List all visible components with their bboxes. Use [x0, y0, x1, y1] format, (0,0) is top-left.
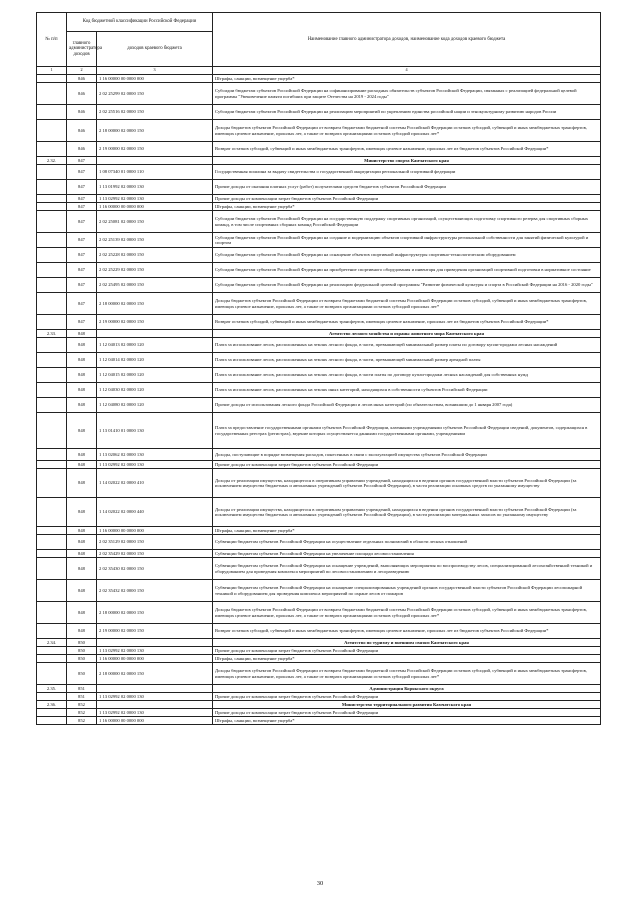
table-row	[37, 693, 601, 701]
revenue-code-cell: 1 12 04030 02 0000 120	[97, 383, 213, 398]
admin-code-cell: 847	[67, 165, 97, 180]
table-row	[37, 83, 601, 105]
row-number-cell	[37, 413, 67, 449]
revenue-code-cell: 2 18 00000 02 0000 150	[97, 293, 213, 315]
revenue-code-cell: 2 02 25081 02 0000 150	[97, 211, 213, 233]
row-number-cell	[37, 368, 67, 383]
revenue-code-cell	[97, 330, 213, 338]
revenue-name-cell: Штрафы, санкции, возмещение ущерба*	[213, 75, 601, 83]
revenue-name-cell: Прочие доходы от использования лесного фонда Российской Федерации и лесов иных категорий (по обязательствам, возникшим до 1 января 2007 года)	[213, 398, 601, 413]
revenue-name-cell: Доходы бюджетов субъектов Российской Федерации от возврата бюджетами бюджетной системы Российской Федерации остатков субсидий, субвенций и иных межбюджетных трансфертов, имеющих целевое назначение, прошлых лет, а также от возврата организациями остатков субсидий прошлых лет*	[213, 293, 601, 315]
revenue-name-cell: Возврат остатков субсидий, субвенций и иных межбюджетных трансфертов, имеющих целевое назначение, прошлых лет из бюджетов субъектов Российской Федерации*	[213, 624, 601, 639]
revenue-name-cell: Плата за предоставление государственными органами субъектов Российской Федерации, казенными учреждениями субъектов Российской Федерации сведений, документов, содержащихся в государственных реестрах (регистрах), ведение которых осуществляется данными государственными органами, учреждениями	[213, 413, 601, 449]
row-number-cell: 2.32.	[37, 157, 67, 165]
admin-code-cell: 848	[67, 383, 97, 398]
revenue-code-cell: 2 02 25228 02 0000 150	[97, 248, 213, 263]
row-number-cell	[37, 498, 67, 527]
revenue-code-cell: 1 13 02062 02 0000 130	[97, 449, 213, 461]
revenue-code-cell: 1 08 07340 01 0000 110	[97, 165, 213, 180]
admin-code-cell: 847	[67, 263, 97, 278]
admin-code-cell: 846	[67, 142, 97, 157]
table-row	[37, 647, 601, 655]
row-number-cell	[37, 338, 67, 353]
revenue-code-cell: 1 13 01410 01 0000 130	[97, 413, 213, 449]
row-number-cell	[37, 580, 67, 602]
table-row	[37, 580, 601, 602]
admin-code-cell: 847	[67, 211, 97, 233]
revenue-code-cell: 1 16 00000 00 0000 000	[97, 655, 213, 663]
page-number: 30	[316, 880, 324, 887]
row-number-cell	[37, 75, 67, 83]
revenue-name-cell: Субсидии бюджетам субъектов Российской Федерации на государственную поддержку спортивных организаций, осуществляющих подготовку спортивного резерва для спортивных сборных команд, в том числе спортивных сборных команд Российской Федерации	[213, 211, 601, 233]
col-number-header: № п/п	[37, 13, 67, 67]
table-row	[37, 353, 601, 368]
row-number-cell	[37, 211, 67, 233]
revenue-name-cell: Плата за использование лесов, расположенных на землях лесного фонда, в части, превышающей минимальный размер платы по договору купли-продажи лесных насаждений	[213, 338, 601, 353]
row-number-cell	[37, 120, 67, 142]
row-number-cell	[37, 203, 67, 211]
admin-code-cell: 851	[67, 685, 97, 693]
row-number-cell	[37, 165, 67, 180]
section-header-row	[37, 639, 601, 647]
row-number-cell	[37, 693, 67, 701]
revenue-code-cell: 2 02 35430 02 0000 150	[97, 558, 213, 580]
revenue-code-cell: 1 13 02992 02 0000 130	[97, 195, 213, 203]
row-number-cell: 2.33.	[37, 330, 67, 338]
table-row	[37, 709, 601, 717]
admin-code-cell: 848	[67, 353, 97, 368]
col-code-header: доходов краевого бюджета	[97, 32, 213, 67]
col-index-3: 3	[97, 67, 213, 75]
table-row	[37, 278, 601, 293]
table-row	[37, 180, 601, 195]
admin-code-cell: 848	[67, 535, 97, 550]
revenue-code-cell: 1 13 02992 02 0000 130	[97, 461, 213, 469]
table-row	[37, 413, 601, 449]
table-row	[37, 663, 601, 685]
admin-code-cell: 848	[67, 580, 97, 602]
revenue-code-cell: 1 13 02992 02 0000 130	[97, 647, 213, 655]
table-row	[37, 195, 601, 203]
table-row	[37, 203, 601, 211]
col-index-1: 1	[37, 67, 67, 75]
col-index-4: 4	[213, 67, 601, 75]
revenue-name-cell: Прочие доходы от компенсации затрат бюджетов субъектов Российской Федерации	[213, 709, 601, 717]
revenue-name-cell: Субсидии бюджетам субъектов Российской Федерации на реализацию мероприятий по укреплению единства российской нации и этнокультурному развитию народов России	[213, 105, 601, 120]
col-admin-header: главного администратора доходов	[67, 32, 97, 67]
revenue-code-cell: 2 02 35429 02 0000 150	[97, 550, 213, 558]
revenue-name-cell: Субсидии бюджетам субъектов Российской Федерации на реализацию федеральной целевой программы "Развитие физической культуры и спорта в Российской Федерации на 2016 - 2020 годы"	[213, 278, 601, 293]
table-row	[37, 315, 601, 330]
table-row	[37, 624, 601, 639]
revenue-name-cell: Субсидии бюджетам субъектов Российской Федерации на приобретение спортивного оборудования и инвентаря для приведения организаций спортивной подготовки в нормативное состояние	[213, 263, 601, 278]
revenue-code-cell: 2 19 00000 02 0000 150	[97, 142, 213, 157]
table-row	[37, 368, 601, 383]
revenue-name-cell: Субвенции бюджетам субъектов Российской Федерации на осуществление отдельных полномочий в области лесных отношений	[213, 535, 601, 550]
revenue-code-cell: 1 16 00000 00 0000 000	[97, 203, 213, 211]
revenue-code-cell: 1 16 00000 00 0000 000	[97, 717, 213, 725]
revenue-name-cell: Администрация Корякского округа	[213, 685, 601, 693]
row-number-cell: 2.34.	[37, 639, 67, 647]
admin-code-cell: 848	[67, 527, 97, 535]
section-header-row	[37, 157, 601, 165]
revenue-code-cell: 2 02 25229 02 0000 150	[97, 263, 213, 278]
admin-code-cell: 848	[67, 398, 97, 413]
admin-code-cell: 847	[67, 203, 97, 211]
section-header-row	[37, 330, 601, 338]
table-row	[37, 263, 601, 278]
row-number-cell	[37, 383, 67, 398]
revenue-code-cell: 2 02 35129 02 0000 150	[97, 535, 213, 550]
revenue-code-cell: 1 12 04014 02 0000 120	[97, 353, 213, 368]
admin-code-cell: 848	[67, 413, 97, 449]
revenue-code-cell: 1 13 01992 02 0000 130	[97, 180, 213, 195]
admin-code-cell: 848	[67, 330, 97, 338]
admin-code-cell: 848	[67, 449, 97, 461]
admin-code-cell: 846	[67, 75, 97, 83]
admin-code-cell: 848	[67, 461, 97, 469]
admin-code-cell: 847	[67, 315, 97, 330]
revenue-name-cell: Агентство по туризму и внешним связям Камчатского края	[213, 639, 601, 647]
row-number-cell	[37, 717, 67, 725]
revenue-code-cell	[97, 157, 213, 165]
revenue-code-cell: 2 02 25139 02 0000 150	[97, 233, 213, 248]
revenue-administrators-table	[36, 12, 601, 725]
revenue-code-cell: 1 14 02022 02 0000 440	[97, 498, 213, 527]
admin-code-cell: 848	[67, 624, 97, 639]
row-number-cell	[37, 353, 67, 368]
row-number-cell	[37, 180, 67, 195]
admin-code-cell: 850	[67, 663, 97, 685]
revenue-code-cell: 2 02 25516 02 0000 150	[97, 105, 213, 120]
row-number-cell	[37, 278, 67, 293]
row-number-cell	[37, 83, 67, 105]
revenue-name-cell: Доходы от реализации имущества, находящегося в оперативном управлении учреждений, находящихся в ведении органов государственной власти субъектов Российской Федерации (за исключением имущества бюджетных и автономных учреждений субъектов Российской Федерации), в части реализации материальных запасов по указанному имуществу	[213, 498, 601, 527]
table-row	[37, 550, 601, 558]
table-row	[37, 75, 601, 83]
row-number-cell	[37, 461, 67, 469]
row-number-cell: 2.36.	[37, 701, 67, 709]
revenue-name-cell: Плата за использование лесов, расположенных на землях лесного фонда, в части, превышающей минимальный размер арендной платы	[213, 353, 601, 368]
table-row	[37, 105, 601, 120]
admin-code-cell: 847	[67, 195, 97, 203]
admin-code-cell: 850	[67, 655, 97, 663]
admin-code-cell: 848	[67, 558, 97, 580]
admin-code-cell: 852	[67, 709, 97, 717]
admin-code-cell: 848	[67, 550, 97, 558]
revenue-name-cell: Доходы бюджетов субъектов Российской Федерации от возврата бюджетами бюджетной системы Российской Федерации остатков субсидий, субвенций и иных межбюджетных трансфертов, имеющих целевое назначение, прошлых лет, а также от возврата организациями остатков субсидий прошлых лет*	[213, 602, 601, 624]
row-number-cell	[37, 105, 67, 120]
revenue-name-cell: Плата за использование лесов, расположенных на землях лесного фонда, в части платы по договору купли-продажи лесных насаждений для собственных нужд	[213, 368, 601, 383]
admin-code-cell: 847	[67, 233, 97, 248]
table-row	[37, 142, 601, 157]
row-number-cell	[37, 398, 67, 413]
revenue-name-cell: Субвенции бюджетам субъектов Российской Федерации на оснащение специализированных учреждений органов государственной власти субъектов Российской Федерации лесопожарной техникой и оборудованием для проведения комплекса мероприятий по охране лесов от пожаров	[213, 580, 601, 602]
revenue-code-cell: 1 13 02992 02 0000 130	[97, 693, 213, 701]
revenue-code-cell: 1 14 02022 02 0000 410	[97, 469, 213, 498]
admin-code-cell: 848	[67, 498, 97, 527]
admin-code-cell: 850	[67, 639, 97, 647]
admin-code-cell: 846	[67, 120, 97, 142]
table-row	[37, 398, 601, 413]
admin-code-cell: 848	[67, 338, 97, 353]
revenue-name-cell: Прочие доходы от компенсации затрат бюджетов субъектов Российской Федерации	[213, 195, 601, 203]
row-number-cell	[37, 550, 67, 558]
revenue-code-cell: 2 02 25495 02 0000 150	[97, 278, 213, 293]
row-number-cell	[37, 535, 67, 550]
revenue-code-cell: 1 12 04013 02 0000 120	[97, 338, 213, 353]
row-number-cell: 2.35.	[37, 685, 67, 693]
row-number-cell	[37, 263, 67, 278]
admin-code-cell: 846	[67, 83, 97, 105]
table-row	[37, 293, 601, 315]
revenue-name-cell: Субвенции бюджетам субъектов Российской Федерации на оснащение учреждений, выполняющих мероприятия по воспроизводству лесов, специализированной лесохозяйственной техникой и оборудованием для проведения комплекса мероприятий по лесовосстановлению и лесоразведению	[213, 558, 601, 580]
row-number-cell	[37, 315, 67, 330]
revenue-name-cell: Доходы от реализации имущества, находящегося в оперативном управлении учреждений, находящихся в ведении органов государственной власти субъектов Российской Федерации (за исключением имущества бюджетных и автономных учреждений субъектов Российской Федерации), в части реализации основных средств по указанному имуществу	[213, 469, 601, 498]
table-row	[37, 338, 601, 353]
revenue-name-cell: Прочие доходы от компенсации затрат бюджетов субъектов Российской Федерации	[213, 647, 601, 655]
revenue-name-cell: Штрафы, санкции, возмещение ущерба*	[213, 527, 601, 535]
revenue-code-cell: 2 18 00000 02 0000 150	[97, 663, 213, 685]
table-row	[37, 211, 601, 233]
revenue-name-cell: Штрафы, санкции, возмещение ущерба*	[213, 203, 601, 211]
row-number-cell	[37, 647, 67, 655]
table-row	[37, 248, 601, 263]
admin-code-cell: 846	[67, 105, 97, 120]
section-header-row	[37, 701, 601, 709]
admin-code-cell: 848	[67, 368, 97, 383]
revenue-code-cell: 2 18 00000 02 0000 150	[97, 602, 213, 624]
admin-code-cell: 847	[67, 248, 97, 263]
table-row	[37, 535, 601, 550]
revenue-name-cell: Возврат остатков субсидий, субвенций и иных межбюджетных трансфертов, имеющих целевое назначение, прошлых лет из бюджетов субъектов Российской Федерации*	[213, 315, 601, 330]
revenue-name-cell: Штрафы, санкции, возмещение ущерба*	[213, 717, 601, 725]
table-row	[37, 120, 601, 142]
admin-code-cell: 847	[67, 278, 97, 293]
revenue-code-cell: 1 12 04015 02 0000 120	[97, 368, 213, 383]
revenue-name-cell: Министерство спорта Камчатского края	[213, 157, 601, 165]
row-number-cell	[37, 655, 67, 663]
table-row	[37, 449, 601, 461]
revenue-code-cell: 1 16 00000 00 0000 000	[97, 527, 213, 535]
table-row	[37, 558, 601, 580]
revenue-code-cell: 2 02 35432 02 0000 150	[97, 580, 213, 602]
row-number-cell	[37, 449, 67, 461]
admin-code-cell: 848	[67, 602, 97, 624]
revenue-name-cell: Плата за использование лесов, расположенных на землях иных категорий, находящихся в собственности субъектов Российской Федерации	[213, 383, 601, 398]
row-number-cell	[37, 602, 67, 624]
table-row	[37, 469, 601, 498]
revenue-name-cell: Возврат остатков субсидий, субвенций и иных межбюджетных трансфертов, имеющих целевое назначение, прошлых лет из бюджетов субъектов Российской Федерации*	[213, 142, 601, 157]
row-number-cell	[37, 233, 67, 248]
revenue-code-cell: 2 19 00000 02 0000 150	[97, 315, 213, 330]
row-number-cell	[37, 248, 67, 263]
table-row	[37, 527, 601, 535]
row-number-cell	[37, 195, 67, 203]
table-body	[37, 75, 601, 725]
revenue-name-cell: Министерство территориального развития Камчатского края	[213, 701, 601, 709]
table-row	[37, 498, 601, 527]
row-number-cell	[37, 709, 67, 717]
table-row	[37, 383, 601, 398]
revenue-code-cell: 1 12 04080 02 0000 120	[97, 398, 213, 413]
admin-code-cell: 852	[67, 701, 97, 709]
admin-code-cell: 847	[67, 157, 97, 165]
row-number-cell	[37, 469, 67, 498]
revenue-name-cell: Доходы, поступающие в порядке возмещения расходов, понесенных в связи с эксплуатацией имущества субъектов Российской Федерации	[213, 449, 601, 461]
table-row	[37, 461, 601, 469]
revenue-code-cell: 2 19 00000 02 0000 150	[97, 624, 213, 639]
revenue-code-cell: 1 16 00000 00 0000 000	[97, 75, 213, 83]
admin-code-cell: 850	[67, 647, 97, 655]
row-number-cell	[37, 624, 67, 639]
revenue-code-cell: 2 02 25299 02 0000 150	[97, 83, 213, 105]
row-number-cell	[37, 293, 67, 315]
revenue-name-cell: Агентство лесного хозяйства и охраны животного мира Камчатского края	[213, 330, 601, 338]
revenue-name-cell: Прочие доходы от компенсации затрат бюджетов субъектов Российской Федерации	[213, 461, 601, 469]
table-row	[37, 233, 601, 248]
revenue-code-cell	[97, 685, 213, 693]
revenue-name-cell: Субвенции бюджетам субъектов Российской Федерации на увеличение площади лесовосстановления	[213, 550, 601, 558]
row-number-cell	[37, 663, 67, 685]
revenue-name-cell: Субсидии бюджетам субъектов Российской Федерации на софинансирование расходных обязательств субъектов Российской Федерации, связанных с реализацией федеральной целевой программы "Увековечение памяти погибших при защите Отечества на 2019 - 2024 годы"	[213, 83, 601, 105]
col-index-2: 2	[67, 67, 97, 75]
table-row	[37, 655, 601, 663]
row-number-cell	[37, 142, 67, 157]
table-row	[37, 602, 601, 624]
admin-code-cell: 847	[67, 180, 97, 195]
revenue-code-cell: 1 13 02992 02 0000 130	[97, 709, 213, 717]
section-header-row	[37, 685, 601, 693]
table-row	[37, 165, 601, 180]
revenue-name-cell: Государственная пошлина за выдачу свидетельства о государственной аккредитации региональной спортивной федерации	[213, 165, 601, 180]
admin-code-cell: 851	[67, 693, 97, 701]
revenue-name-cell: Доходы бюджетов субъектов Российской Федерации от возврата бюджетами бюджетной системы Российской Федерации остатков субсидий, субвенций и иных межбюджетных трансфертов, имеющих целевое назначение, прошлых лет, а также от возврата организациями остатков субсидий прошлых лет*	[213, 120, 601, 142]
revenue-name-cell: Субсидии бюджетам субъектов Российской Федерации на оснащение объектов спортивной инфраструктуры спортивно-технологическим оборудованием	[213, 248, 601, 263]
col-name-header: Наименование главного администратора доходов, наименование кода доходов краевого бюджета	[213, 13, 601, 67]
revenue-name-cell: Субсидии бюджетам субъектов Российской Федерации на создание и модернизацию объектов спортивной инфраструктуры региональной собственности для занятий физической культурой и спортом	[213, 233, 601, 248]
revenue-code-cell	[97, 701, 213, 709]
revenue-code-cell: 2 18 00000 02 0000 150	[97, 120, 213, 142]
admin-code-cell: 847	[67, 293, 97, 315]
row-number-cell	[37, 558, 67, 580]
revenue-name-cell: Доходы бюджетов субъектов Российской Федерации от возврата бюджетами бюджетной системы Российской Федерации остатков субсидий, субвенций и иных межбюджетных трансфертов, имеющих целевое назначение, прошлых лет, а также от возврата организациями остатков субсидий прошлых лет*	[213, 663, 601, 685]
revenue-code-cell	[97, 639, 213, 647]
admin-code-cell: 848	[67, 469, 97, 498]
revenue-name-cell: Прочие доходы от оказания платных услуг (работ) получателями средств бюджетов субъектов Российской Федерации	[213, 180, 601, 195]
budget-classification-header: Код бюджетной классификации Российской Федерации	[67, 13, 213, 32]
revenue-name-cell: Штрафы, санкции, возмещение ущерба*	[213, 655, 601, 663]
row-number-cell	[37, 527, 67, 535]
revenue-name-cell: Прочие доходы от компенсации затрат бюджетов субъектов Российской Федерации	[213, 693, 601, 701]
admin-code-cell: 852	[67, 717, 97, 725]
table-row	[37, 717, 601, 725]
